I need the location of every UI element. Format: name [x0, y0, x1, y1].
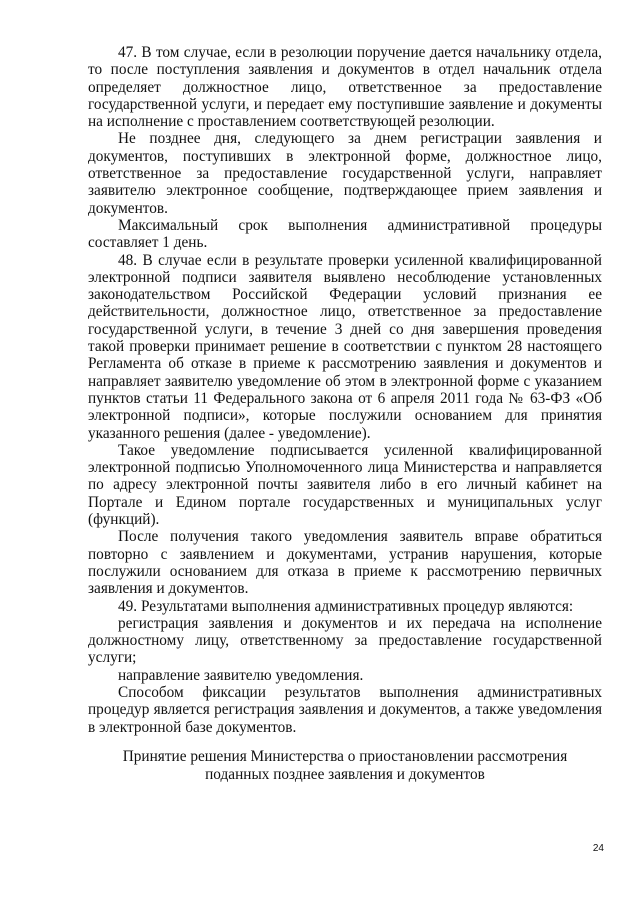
section-heading-line-2: поданных позднее заявления и документов [205, 765, 485, 783]
page-number: 24 [592, 843, 604, 854]
section-heading-line-1: Принятие решения Министерства о приостановлении рассмотрения [122, 748, 568, 765]
document-body [88, 44, 602, 736]
list-item-registration: регистрация заявления и документов и их передача на исполнение должностному лицу, ответственному за предоставление государственной услуги; [88, 614, 602, 667]
list-item-notification: направление заявителю уведомления. [118, 666, 364, 684]
paragraph-max-duration: Максимальный срок выполнения административной процедуры составляет 1 день. [88, 216, 602, 252]
section-heading [88, 748, 602, 783]
paragraph-reapplication: После получения такого уведомления заявитель вправе обратиться повторно с заявлением и документами, устранив нарушения, которые послужили основанием для отказа в приеме к рассмотрению первичных заявления и документов. [88, 528, 602, 598]
paragraph-49: 49. Результатами выполнения административных процедур являются: [118, 597, 574, 615]
paragraph-47: 47. В том случае, если в резолюции поручение дается начальнику отдела, то после поступления заявления и документов в отдел начальник отдела определяет должностное лицо, ответственное за предоставление государственной услуги, и передает ему поступившие заявление и документы на исполнение с проставлением соответствующей резолюции. [88, 44, 602, 131]
paragraph-48: 48. В случае если в результате проверки усиленной квалифицированной электронной подписи заявителя выявлено несоблюдение установленных законодательством Российской Федерации условий признания ее действительности, должностное лицо, ответственное за предоставление государственной услуги, в течение 3 дней со дня завершения проведения такой проверки принимает решение в соответствии с пунктом 28 настоящего Регламента об отказе в приеме к рассмотрению заявления и документов и направляет заявителю уведомление об этом в электронной форме с указанием пунктов статьи 11 Федерального закона от 6 апреля 2011 года № 63-ФЗ «Об электронной подписи», которые послужили основанием для принятия указанного решения (далее - уведомление). [88, 251, 602, 442]
paragraph-notification-signature: Такое уведомление подписывается усиленной квалифицированной электронной подписью Уполномоченного лица Министерства и направляется по адресу электронной почты заявителя либо в его личный кабинет на Портале и Едином портале государственных и муниципальных услуг (функций). [88, 441, 602, 529]
paragraph-fixation-method: Способом фиксации результатов выполнения административных процедур является регистрация заявления и документов, а также уведомления в электронной базе документов. [88, 683, 602, 736]
paragraph-notification-deadline: Не позднее дня, следующего за днем регистрации заявления и документов, поступивших в электронной форме, должностное лицо, ответственное за предоставление государственной услуги, направляет заявителю электронное сообщение, подтверждающее прием заявления и документов. [88, 130, 602, 217]
